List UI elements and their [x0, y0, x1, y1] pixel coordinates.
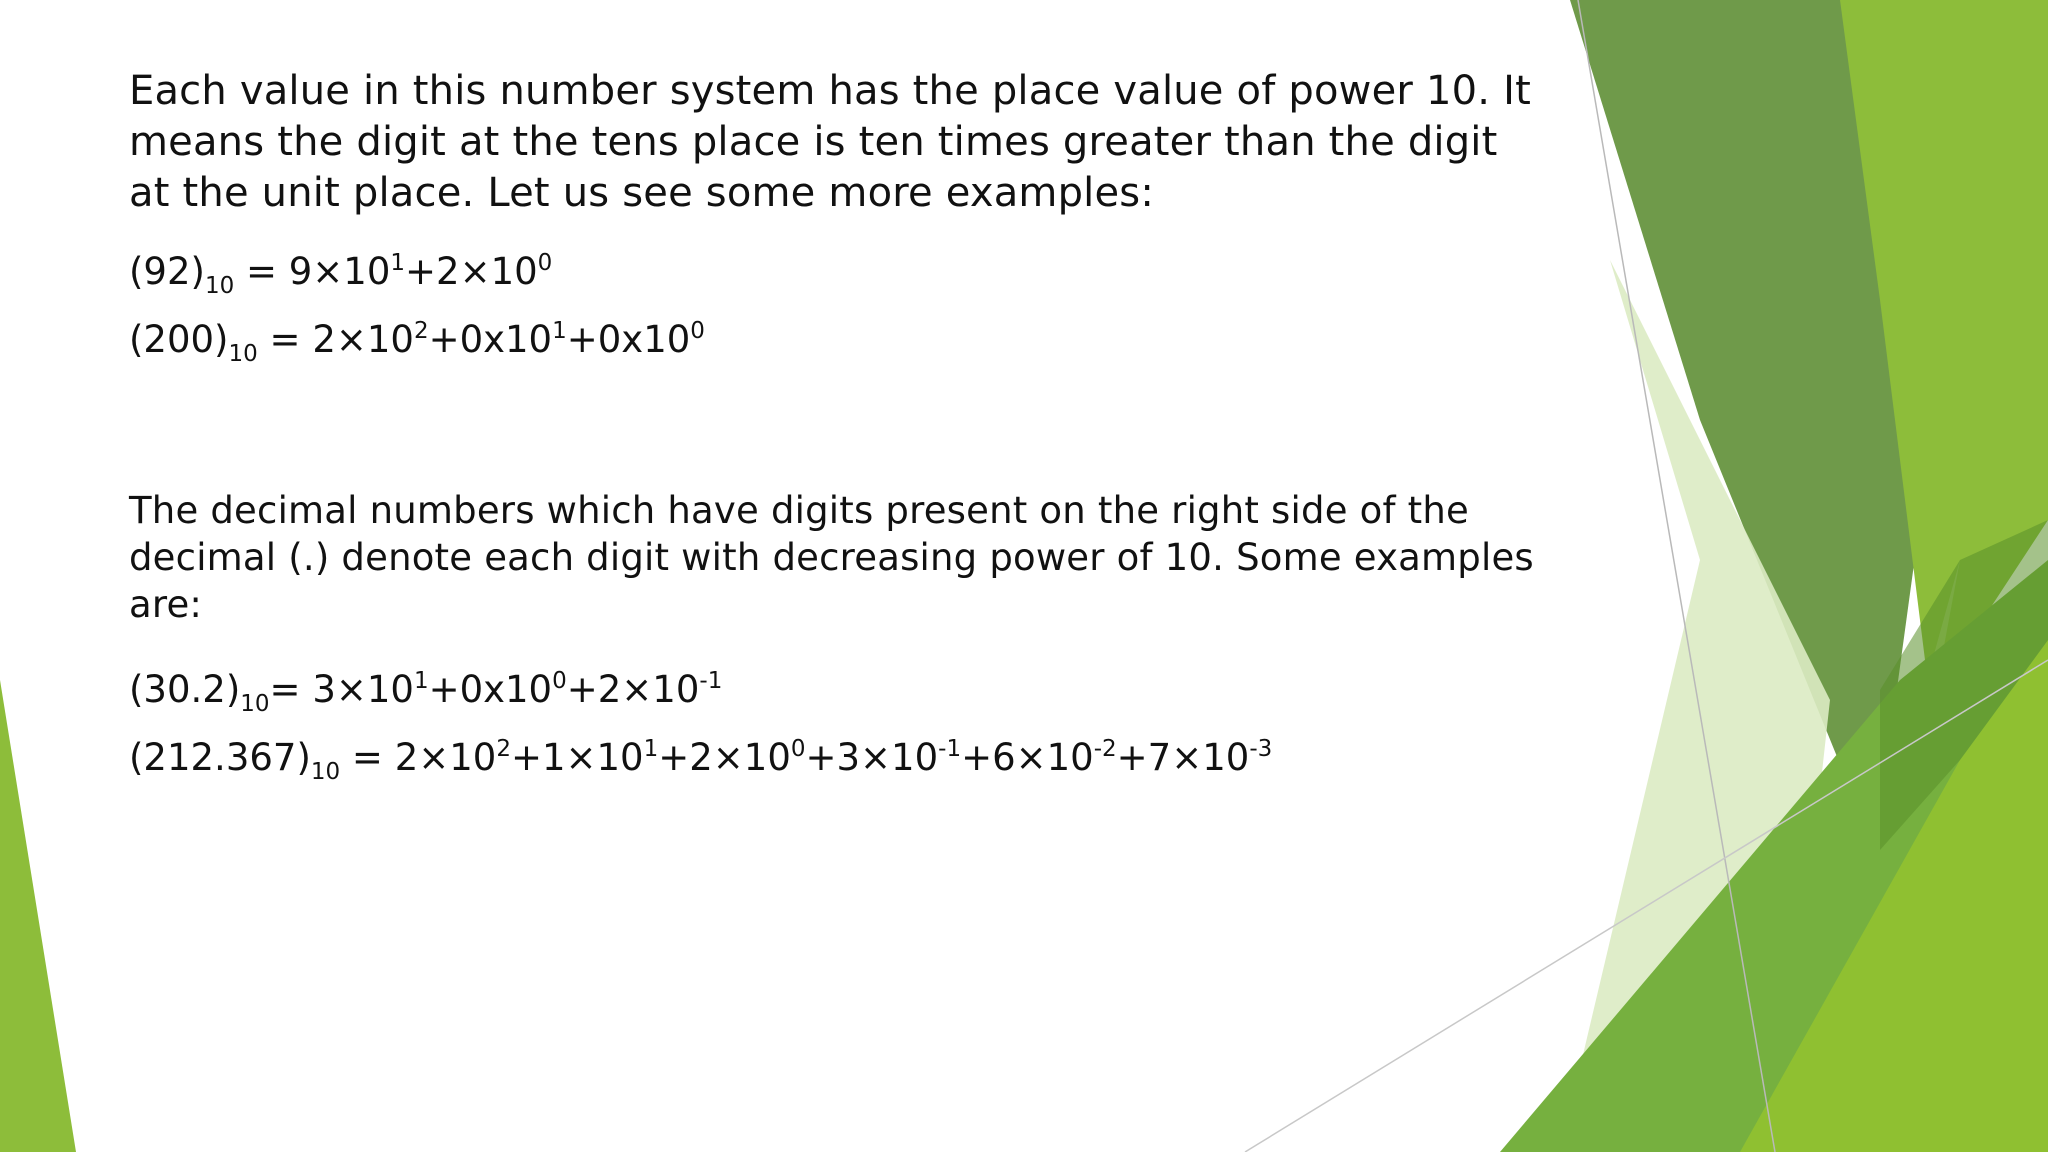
equation-term-coefficient: 3×10: [312, 668, 414, 711]
equation-term-coefficient: +1×10: [510, 736, 644, 779]
equation-term-exponent: 2: [413, 318, 429, 344]
equation-number: (92): [129, 250, 205, 293]
equation-term-coefficient: +0x10: [566, 318, 691, 361]
equation-row: [129, 736, 1273, 785]
equation-term-coefficient: 2×10: [312, 318, 414, 361]
equation-term-coefficient: +0x10: [428, 318, 553, 361]
equation-term-coefficient: +2×10: [566, 668, 700, 711]
equation-term-coefficient: +2×10: [658, 736, 791, 779]
equation-term-exponent: 0: [790, 736, 806, 762]
equation-term-exponent: -2: [1093, 736, 1117, 762]
equation-equals: =: [269, 668, 313, 711]
equation-equals: =: [234, 250, 289, 293]
equation-term-coefficient: +0x10: [428, 668, 553, 711]
equation-term-exponent: 0: [537, 250, 553, 276]
equation-term-coefficient: +7×10: [1116, 736, 1250, 779]
equation-row: [129, 318, 705, 367]
left-green-shape: [0, 680, 76, 1152]
equation-term-exponent: 1: [643, 736, 659, 762]
equation-term-exponent: -1: [938, 736, 962, 762]
equation-term-coefficient: 2×10: [394, 736, 497, 779]
decimal-paragraph: The decimal numbers which have digits present on the right side of the decimal (.) denote each digit with decreasing power of 10. Some examples are:: [129, 489, 1534, 626]
equation-term-coefficient: +2×10: [405, 250, 538, 293]
equation-term-exponent: -3: [1249, 736, 1273, 762]
equation-term-coefficient: +6×10: [961, 736, 1094, 779]
equation-term-exponent: 0: [552, 668, 567, 694]
equation-equals: =: [257, 318, 313, 361]
equation-equals: =: [340, 736, 395, 779]
equation-term-exponent: 2: [496, 736, 511, 762]
equation-row: [129, 668, 723, 717]
equation-row: [129, 250, 553, 299]
equation-number: (212.367): [129, 736, 311, 779]
equation-term-exponent: 1: [413, 668, 429, 694]
equation-base: 10: [228, 341, 258, 367]
equation-term-exponent: 0: [690, 318, 705, 344]
intro-paragraph: Each value in this number system has the place value of power 10. It means the digit at the tens place is ten times greater than the digit at the unit place. Let us see some more examples:: [129, 68, 1531, 216]
equation-term-exponent: -1: [699, 668, 723, 694]
equation-base: 10: [240, 691, 270, 717]
equation-term-coefficient: 9×10: [288, 250, 391, 293]
equation-number: (30.2): [129, 668, 241, 711]
equation-base: 10: [204, 273, 235, 299]
equation-term-coefficient: +3×10: [805, 736, 939, 779]
equation-term-exponent: 1: [552, 318, 567, 344]
equation-term-exponent: 1: [390, 250, 406, 276]
equation-base: 10: [310, 759, 341, 785]
equation-number: (200): [129, 318, 229, 361]
